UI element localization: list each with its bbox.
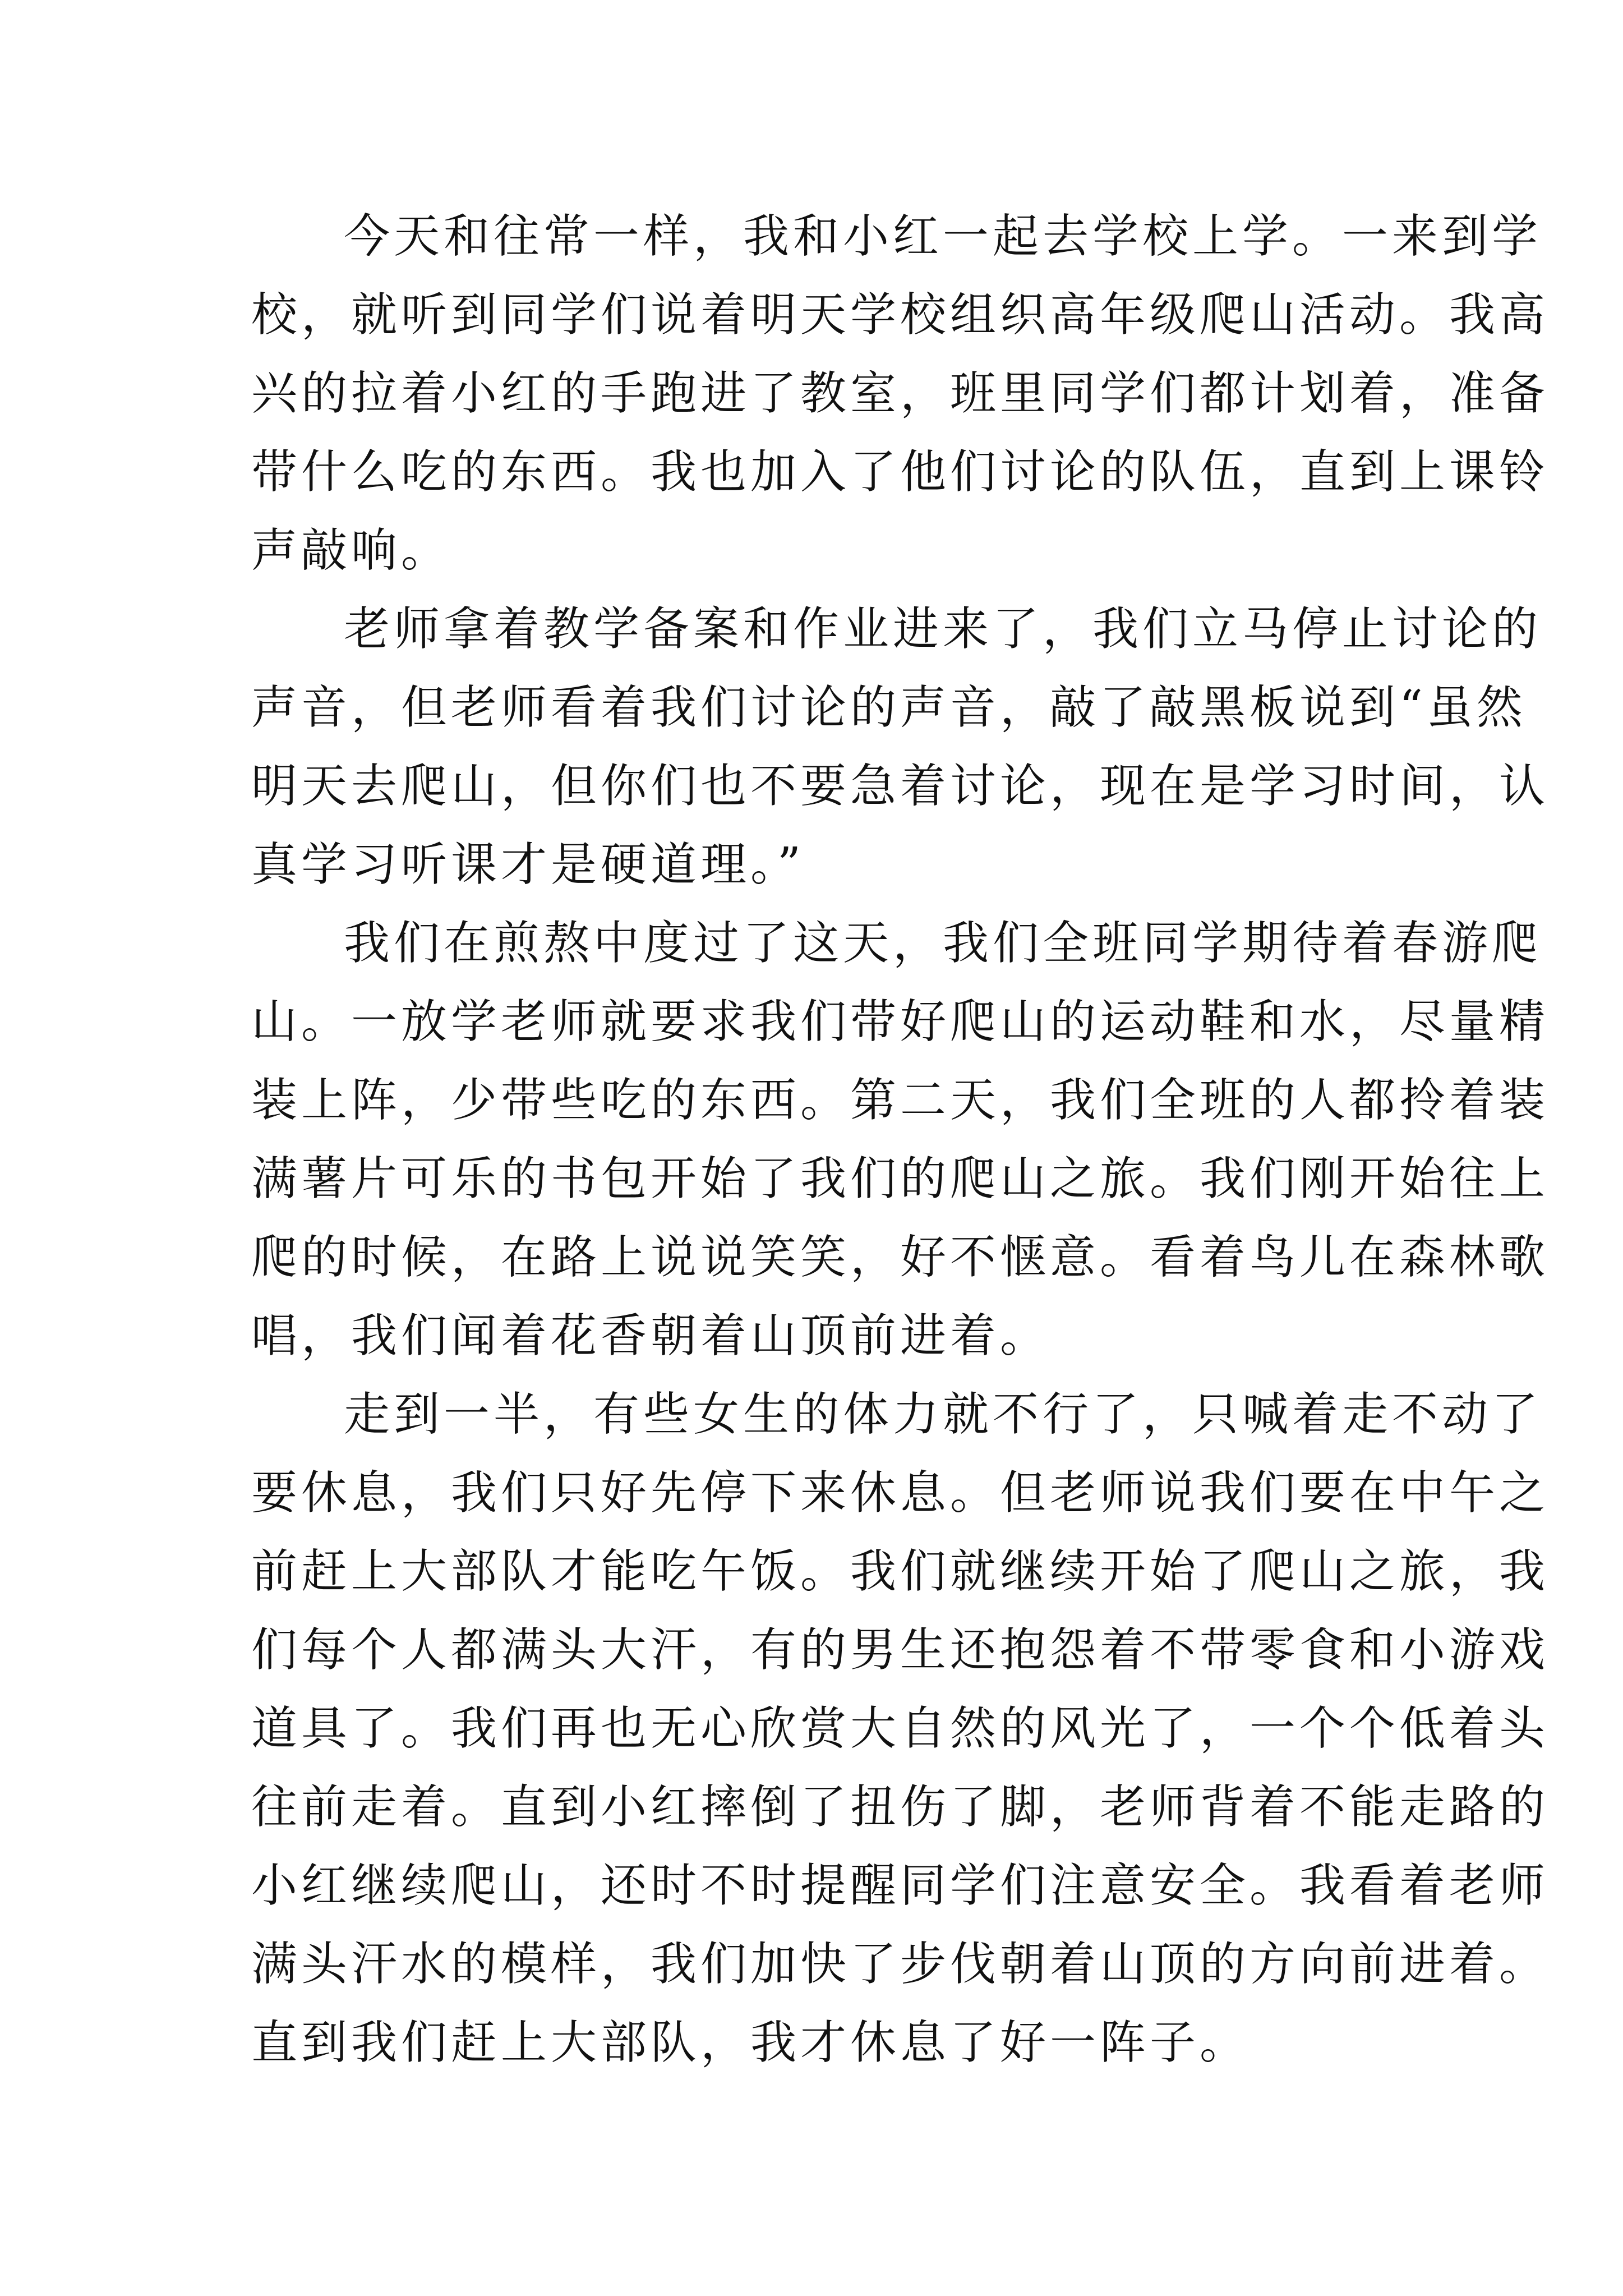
text-line: 前赶上大部队才能吃午饭。我们就继续开始了爬山之旅，我 <box>251 1545 1550 1598</box>
text-line: 装上阵，少带些吃的东西。第二天，我们全班的人都拎着装 <box>251 1074 1550 1127</box>
text-line: 声敲响。 <box>251 524 451 577</box>
text-line: 道具了。我们再也无心欣赏大自然的风光了，一个个低着头 <box>251 1702 1550 1755</box>
text-line: 明天去爬山，但你们也不要急着讨论，现在是学习时间，认 <box>251 760 1550 813</box>
text-line: 唱，我们闻着花香朝着山顶前进着。 <box>251 1309 1050 1363</box>
text-line: 声音，但老师看着我们讨论的声音，敲了敲黑板说到“虽然 <box>251 681 1527 734</box>
text-line: 带什么吃的东西。我也加入了他们讨论的队伍，直到上课铃 <box>251 445 1550 499</box>
paragraph <box>251 590 1550 904</box>
text-line: 爬的时候，在路上说说笑笑，好不惬意。看着鸟儿在森林歌 <box>251 1231 1550 1284</box>
text-line: 往前走着。直到小红摔倒了扭伤了脚，老师背着不能走路的 <box>251 1780 1550 1834</box>
text-line: 们每个人都满头大汗，有的男生还抱怨着不带零食和小游戏 <box>251 1623 1550 1677</box>
text-line: 老师拿着教学备案和作业进来了，我们立马停止讨论的 <box>344 602 1542 656</box>
paragraph <box>251 197 1550 590</box>
paragraph <box>251 904 1550 1375</box>
text-line: 走到一半，有些女生的体力就不行了，只喊着走不动了 <box>344 1388 1542 1441</box>
text-line: 要休息，我们只好先停下来休息。但老师说我们要在中午之 <box>251 1466 1550 1520</box>
text-line: 今天和往常一样，我和小红一起去学校上学。一来到学 <box>344 210 1542 263</box>
text-line: 兴的拉着小红的手跑进了教室，班里同学们都计划着，准备 <box>251 367 1550 420</box>
text-line: 校，就听到同学们说着明天学校组织高年级爬山活动。我高 <box>251 288 1550 342</box>
text-line: 满薯片可乐的书包开始了我们的爬山之旅。我们刚开始往上 <box>251 1152 1550 1205</box>
text-line: 满头汗水的模样，我们加快了步伐朝着山顶的方向前进着。 <box>251 1938 1550 1991</box>
text-line: 直到我们赶上大部队，我才休息了好一阵子。 <box>251 2016 1250 2069</box>
paragraph <box>251 1375 1550 2082</box>
text-line: 小红继续爬山，还时不时提醒同学们注意安全。我看着老师 <box>251 1859 1550 1912</box>
text-line: 真学习听课才是硬道理。” <box>251 838 805 891</box>
text-line: 我们在煎熬中度过了这天，我们全班同学期待着春游爬 <box>344 917 1542 970</box>
text-line: 山。一放学老师就要求我们带好爬山的运动鞋和水，尽量精 <box>251 995 1550 1048</box>
document-body <box>251 197 1550 2082</box>
